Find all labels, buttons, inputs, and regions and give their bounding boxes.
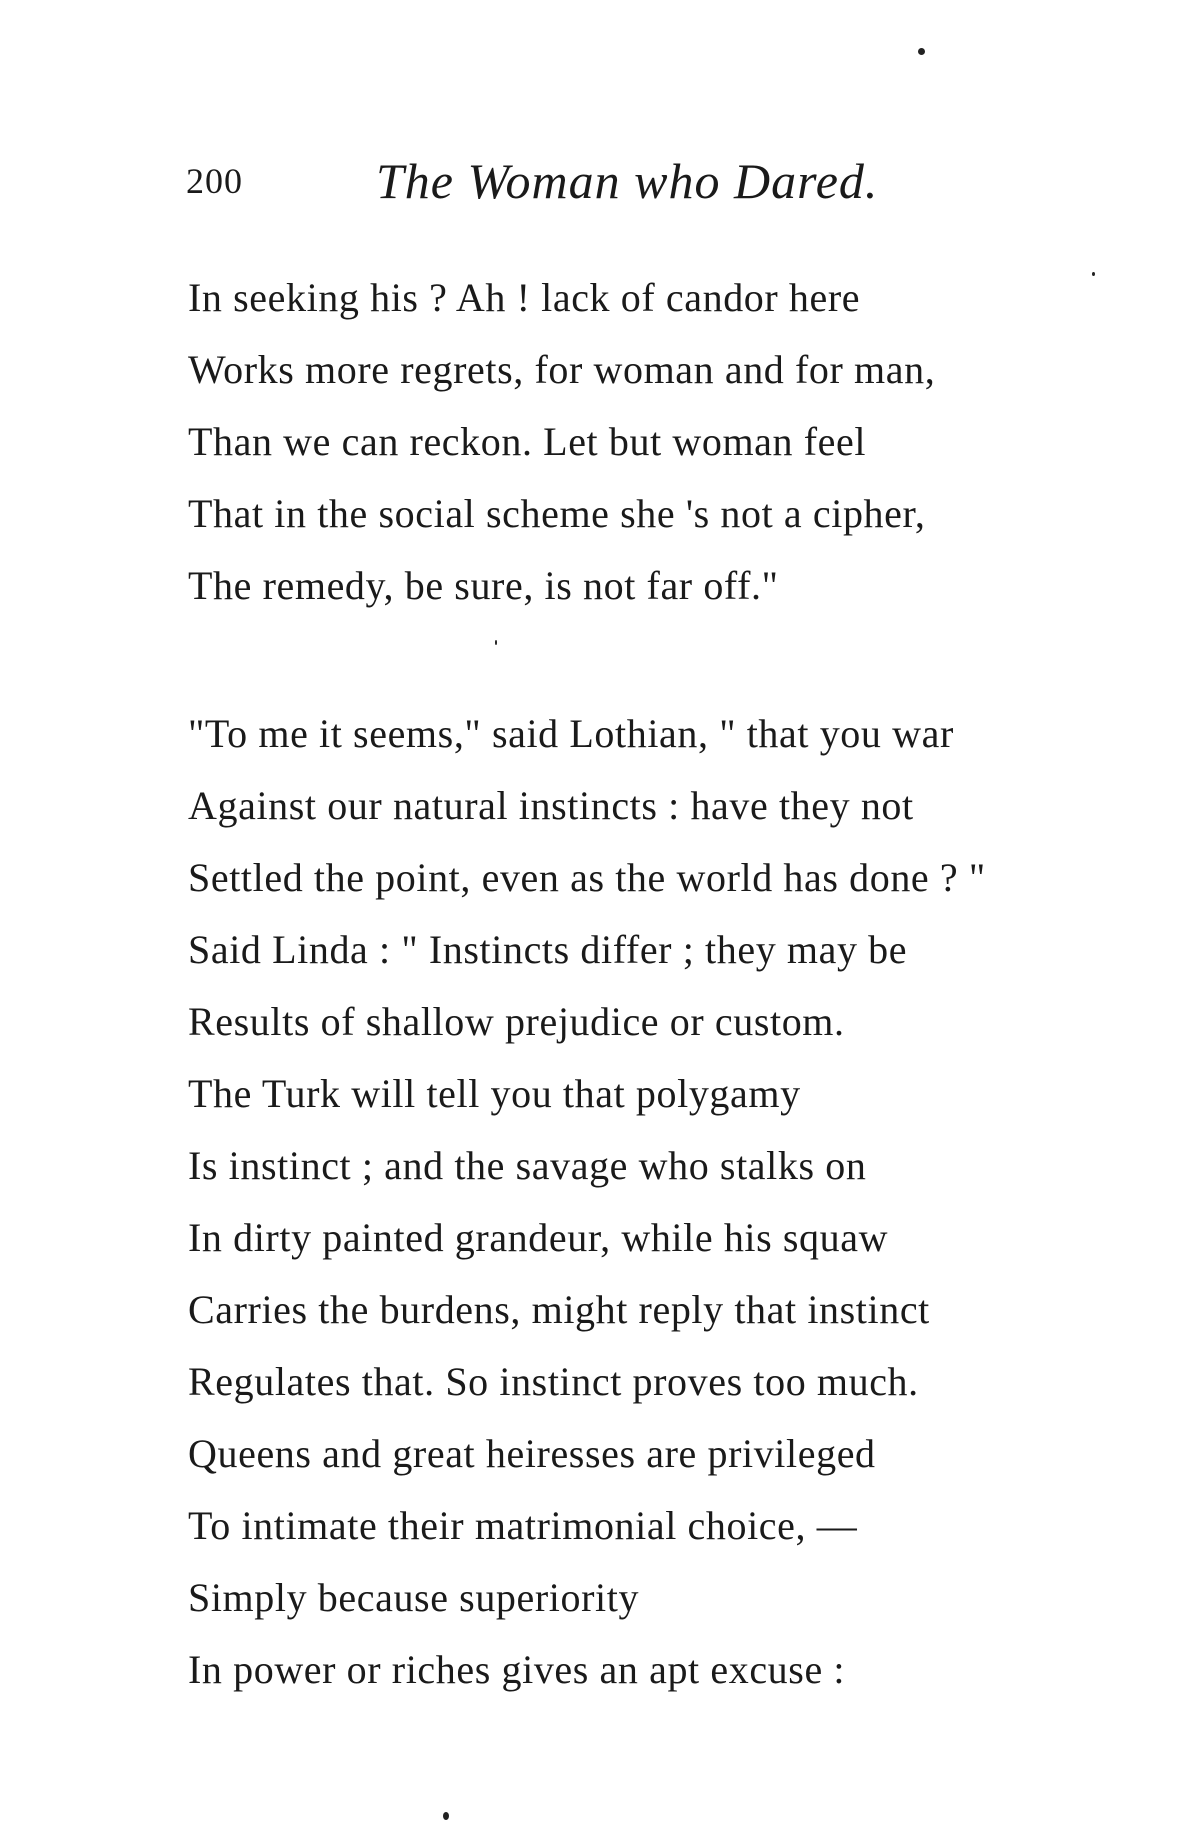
verse-line: Against our natural instincts : have they not <box>188 783 914 828</box>
ink-speck-right <box>1092 272 1095 276</box>
verse-line: In seeking his ? Ah ! lack of candor here <box>188 275 861 320</box>
verse-line: The Turk will tell you that polygamy <box>188 1071 801 1116</box>
verse-line: Settled the point, even as the world has done ? " <box>188 855 986 900</box>
verse-line: Results of shallow prejudice or custom. <box>188 999 845 1044</box>
stanza-2 <box>188 698 986 1706</box>
page-header <box>186 152 1006 212</box>
verse-line: To intimate their matrimonial choice, — <box>188 1503 858 1548</box>
verse-line: Is instinct ; and the savage who stalks on <box>188 1143 867 1188</box>
verse-line: The remedy, be sure, is not far off." <box>188 563 779 608</box>
verse-line: Regulates that. So instinct proves too much. <box>188 1359 919 1404</box>
ink-speck-middle <box>495 640 497 645</box>
verse-line: Simply because superiority <box>188 1575 640 1620</box>
running-title: The Woman who Dared. <box>376 153 879 209</box>
verse-line: That in the social scheme she 's not a cipher, <box>188 491 926 536</box>
stanza-1 <box>188 262 935 622</box>
page-number: 200 <box>186 161 243 201</box>
verse-line: In power or riches gives an apt excuse : <box>188 1647 846 1692</box>
verse-line: Than we can reckon. Let but woman feel <box>188 419 867 464</box>
verse-line: In dirty painted grandeur, while his squaw <box>188 1215 889 1260</box>
ink-speck-bottom <box>443 1812 449 1820</box>
verse-line: Works more regrets, for woman and for man, <box>188 347 936 392</box>
verse-line: Said Linda : " Instincts differ ; they may be <box>188 927 908 972</box>
verse-line: Carries the burdens, might reply that instinct <box>188 1287 930 1332</box>
verse-line: Queens and great heiresses are privileged <box>188 1431 876 1476</box>
verse-line: "To me it seems," said Lothian, " that you war <box>188 711 954 756</box>
ink-speck-top <box>918 48 925 55</box>
